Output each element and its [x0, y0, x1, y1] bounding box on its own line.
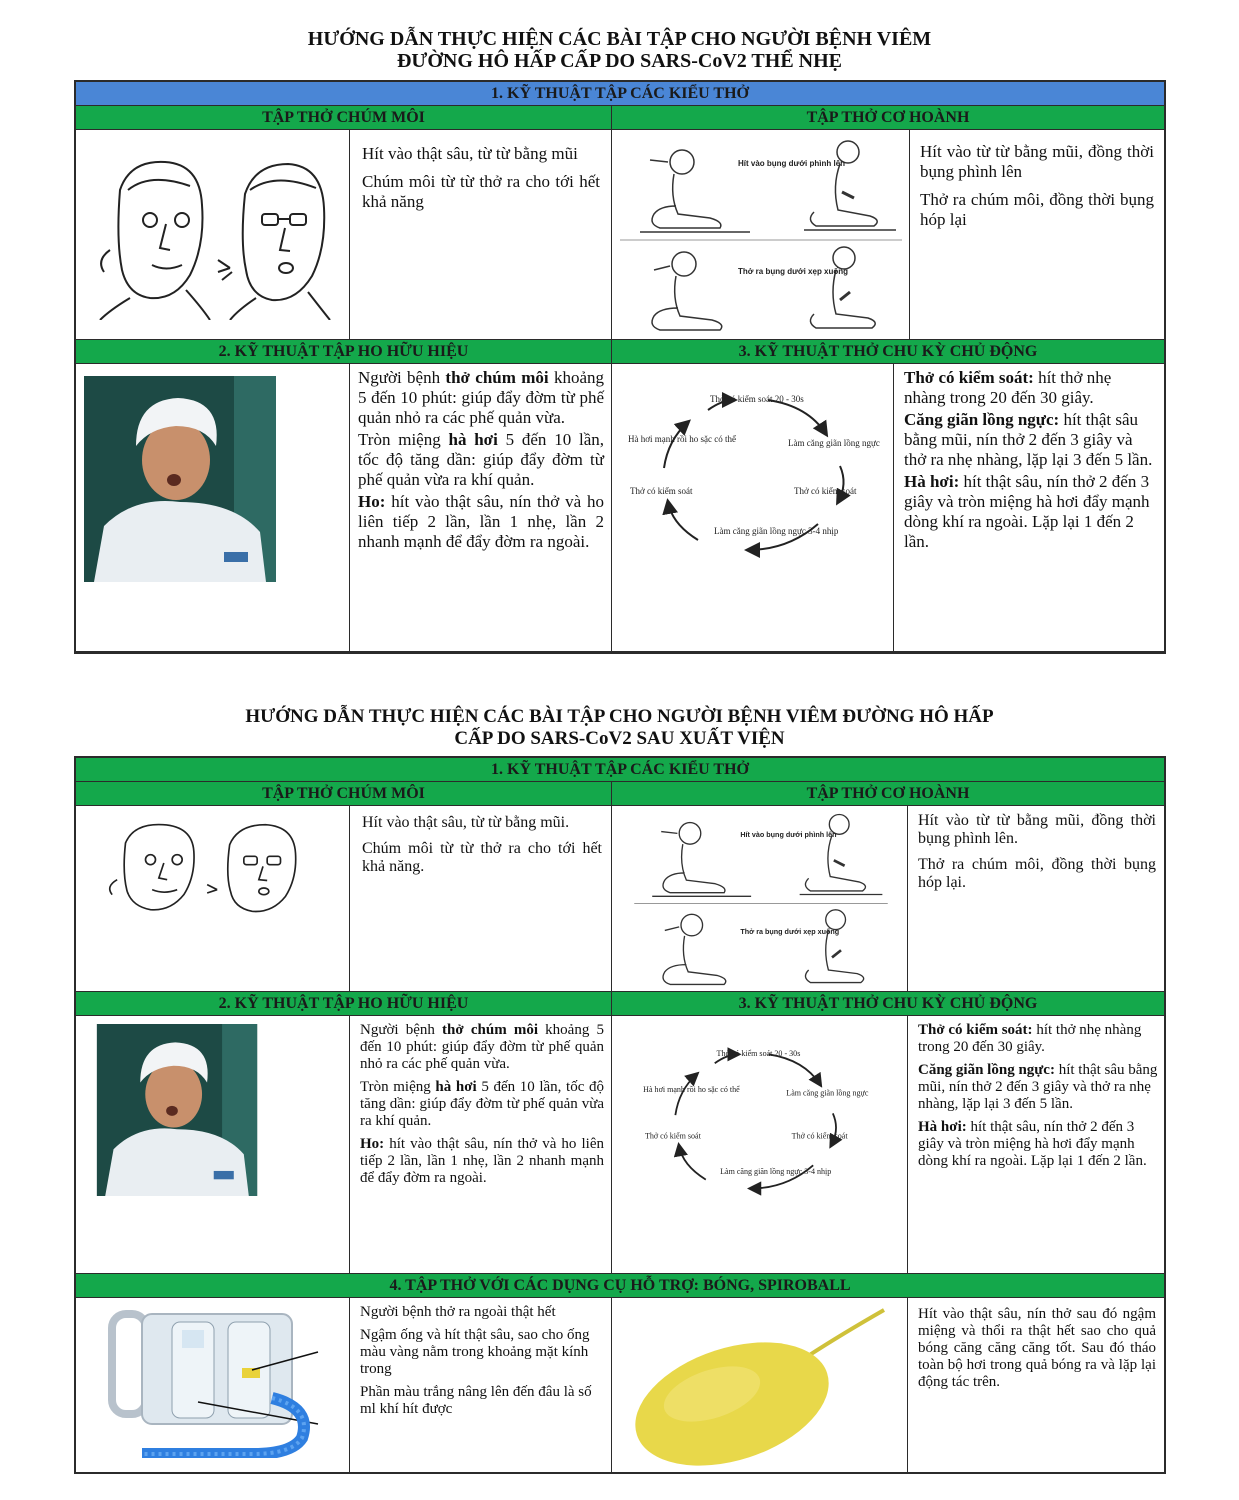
doc2-pursed-image-cell [76, 806, 350, 992]
doc2-cough-para3: Ho: hít vào thật sâu, nín thở và ho liên tiếp 2 lần, lần 1 nhẹ, lần 2 nhanh mạnh để đẩy đờm ra ngoài. [360, 1136, 604, 1186]
doc2-cough-para1: Người bệnh thở chúm môi khoảng 5 đến 10 phút: giúp đẩy đờm từ phế quản nhỏ ra các phế quản vừa. [360, 1022, 604, 1072]
doc1-section1-header: 1. KỸ THUẬT TẬP CÁC KIỂU THỞ [76, 82, 1164, 106]
nurse-cough-photo [84, 376, 276, 582]
doc1-cough-para2: Tròn miệng hà hơi 5 đến 10 lần, tốc độ tăng dần: giúp đẩy đờm từ phế quản vừa ra khí quản. [358, 430, 604, 489]
doc2-cycle-text-cell [908, 1016, 1164, 1274]
doc2-pursed-text1: Hít vào thật sâu, từ từ bằng mũi. [362, 814, 570, 831]
diaphragm-inhale-label-2: Hít vào bụng dưới phình lên [740, 829, 837, 839]
doc1-cycle-para3: Hà hơi: hít thật sâu, nín thở 2 đến 3 giây và tròn miệng hà hơi đẩy mạnh dòng khí ra ngoài. Lặp lại 1 đến 2 lần. [904, 472, 1150, 551]
doc2-spiroball-image-cell [76, 1298, 350, 1472]
diaphragm-exhale-label-2: Thở ra bụng dưới xẹp xuống [740, 927, 840, 937]
doc1-diaphragm-text1: Hít vào từ từ bằng mũi, đồng thời bụng phình lên [920, 142, 1154, 181]
active-cycle-diagram-2 [620, 1040, 890, 1210]
diaphragm-inhale-label: Hít vào bụng dưới phình lên [738, 159, 846, 168]
doc2-title-line1: HƯỚNG DẪN THỰC HIỆN CÁC BÀI TẬP CHO NGƯỜI BỆNH VIÊM ĐƯỜNG HÔ HẤP [245, 706, 994, 727]
doc2-cough-image-cell [76, 1016, 350, 1274]
doc1-cough-text-cell [350, 364, 612, 652]
pursed-lip-faces-image-2 [100, 818, 306, 918]
doc1-section2-header: 2. KỸ THUẬT TẬP HO HỮU HIỆU [76, 340, 612, 364]
doc2-spiro-para2: Ngậm ống và hít thật sâu, sao cho ống màu vàng nằm trong khoảng mặt kính trong [360, 1327, 590, 1377]
doc2-title-line2: CẤP DO SARS-CoV2 SAU XUẤT VIỆN [454, 728, 785, 749]
doc2-section3-header: 3. KỸ THUẬT THỞ CHU KỲ CHỦ ĐỘNG [612, 992, 1164, 1016]
cycle-label-bottom-2: Làm căng giãn lồng ngực 3-4 nhịp [720, 1167, 832, 1177]
doc2-cough-text-cell [350, 1016, 612, 1274]
doc1-diaphragm-text2: Thở ra chúm môi, đồng thời bụng hóp lại [920, 190, 1154, 229]
doc1-sheet [74, 80, 1166, 654]
doc2-pursed-text-cell [350, 806, 612, 992]
cycle-label-top-2: Thở có kiểm soát 20 - 30s [716, 1049, 801, 1059]
doc1-cycle-para1: Thở có kiểm soát: hít thở nhẹ nhàng trong 20 đến 30 giây. [904, 368, 1112, 407]
cycle-label-left-2: Thở có kiểm soát [644, 1131, 701, 1141]
nurse-cough-photo-2 [84, 1024, 270, 1196]
spiroball-device-image [102, 1308, 346, 1458]
doc1-diaphragm-header: TẬP THỞ CƠ HOÀNH [612, 106, 1164, 130]
cycle-label-left-top-2: Hà hơi mạnh rồi ho sặc có thể [643, 1084, 740, 1094]
doc2-section1-header: 1. KỸ THUẬT TẬP CÁC KIỂU THỞ [76, 758, 1164, 782]
cycle-label-right-2: Thở có kiểm soát [791, 1131, 848, 1141]
doc1-pursed-image-cell [76, 130, 350, 340]
cycle-label-right-top: Làm căng giãn lồng ngực [788, 438, 880, 448]
doc2-sheet [74, 756, 1166, 1474]
doc2-pursed-header: TẬP THỞ CHÚM MÔI [76, 782, 612, 806]
doc2-pursed-text2: Chúm môi từ từ thở ra cho tới hết khả năng. [362, 840, 602, 875]
doc1-section3-header: 3. KỸ THUẬT THỞ CHU KỲ CHỦ ĐỘNG [612, 340, 1164, 364]
pursed-lip-faces-image [90, 150, 336, 320]
doc2-diaphragm-text-cell [908, 806, 1164, 992]
doc2-cough-para2: Tròn miệng hà hơi 5 đến 10 lần, tốc độ tăng dần: giúp đẩy đờm từ phế quản vừa ra khí quản. [360, 1079, 605, 1129]
doc2-cycle-para1: Thở có kiểm soát: hít thở nhẹ nhàng trong 20 đến 30 giây. [918, 1022, 1142, 1055]
doc1-cycle-diagram-cell [612, 364, 894, 652]
doc2-section4-header: 4. TẬP THỞ VỚI CÁC DỤNG CỤ HỖ TRỢ: BÓNG, SPIROBALL [76, 1274, 1164, 1298]
active-cycle-diagram [618, 384, 888, 574]
cycle-label-right: Thở có kiểm soát [794, 486, 857, 496]
doc2-diaphragm-text2: Thở ra chúm môi, đồng thời bụng hóp lại. [918, 856, 1156, 891]
doc2-spiroball-text-cell [350, 1298, 612, 1472]
doc1-pursed-header: TẬP THỞ CHÚM MÔI [76, 106, 612, 130]
doc1-pursed-text-cell [350, 130, 612, 340]
doc2-ball-text-cell [908, 1298, 1164, 1472]
doc2-title [0, 706, 1239, 750]
doc1-pursed-text2: Chúm môi từ từ thở ra cho tới hết khả năng [362, 172, 600, 211]
doc2-section2-header: 2. KỸ THUẬT TẬP HO HỮU HIỆU [76, 992, 612, 1016]
doc1-cycle-para2: Căng giãn lồng ngực: hít thật sâu bằng mũi, nín thở 2 đến 3 giây và thở ra nhẹ nhàng, lặp lại 3 đến 5 lần. [904, 410, 1153, 469]
doc2-diaphragm-header: TẬP THỞ CƠ HOÀNH [612, 782, 1164, 806]
doc2-spiro-para1: Người bệnh thở ra ngoài thật hết [360, 1304, 556, 1320]
doc2-diaphragm-text1: Hít vào từ từ bằng mũi, đồng thời bụng phình lên. [918, 812, 1156, 847]
cycle-label-left-top: Hà hơi mạnh rồi ho sặc có thể [628, 434, 736, 444]
doc2-cycle-para2: Căng giãn lồng ngực: hít thật sâu bằng mũi, nín thở 2 đến 3 giây và thở ra nhẹ nhàng, lặp lại 3 đến 5 lần. [918, 1062, 1158, 1112]
doc2-ball-text: Hít vào thật sâu, nín thở sau đó ngậm miệng và thổi ra thật hết sao cho quả bóng căng căng căng tốt. Sau đó tháo toàn bộ hơi trong quả bóng ra và lặp lại động tác trên. [918, 1306, 1156, 1390]
yellow-breathing-ball-image [622, 1304, 902, 1466]
doc2-ball-image-cell [612, 1298, 908, 1472]
cycle-label-bottom: Làm căng giãn lồng ngực 3-4 nhịp [714, 526, 839, 536]
doc1-cough-image-cell [76, 364, 350, 652]
diaphragm-breathing-image [620, 136, 902, 334]
doc1-title-line1: HƯỚNG DẪN THỰC HIỆN CÁC BÀI TẬP CHO NGƯỜI BỆNH VIÊM [307, 28, 932, 50]
doc2-cycle-diagram-cell [612, 1016, 908, 1274]
doc1-pursed-text1: Hít vào thật sâu, từ từ bằng mũi [362, 144, 578, 163]
doc1-cough-para1: Người bệnh thở chúm môi khoảng 5 đến 10 phút: giúp đẩy đờm từ phế quản nhỏ ra các phế quản vừa. [358, 368, 605, 427]
doc1-cough-para3: Ho: hít vào thật sâu, nín thở và ho liên tiếp 2 lần, lần 1 nhẹ, lần 2 nhanh mạnh để đẩy đờm ra ngoài. [358, 492, 604, 551]
cycle-label-top: Thở có kiểm soát 20 - 30s [710, 394, 804, 404]
diaphragm-exhale-label: Thở ra bụng dưới xẹp xuống [738, 267, 849, 276]
cycle-label-right-top-2: Làm căng giãn lồng ngực [786, 1088, 869, 1098]
doc2-spiro-para3: Phần màu trắng nâng lên đến đâu là số ml khí hít được [360, 1384, 592, 1417]
doc1-cycle-text-cell [894, 364, 1164, 652]
doc1-title [0, 28, 1239, 72]
cycle-label-left: Thở có kiểm soát [630, 486, 693, 496]
doc1-diaphragm-image-cell [612, 130, 910, 340]
doc1-diaphragm-text-cell [910, 130, 1164, 340]
diaphragm-breathing-image-2 [620, 810, 902, 988]
doc2-diaphragm-image-cell [612, 806, 908, 992]
doc2-cycle-para3: Hà hơi: hít thật sâu, nín thở 2 đến 3 giây và tròn miệng hà hơi đẩy mạnh dòng khí ra ngoài. Lặp lại 1 đến 2 lần. [918, 1119, 1147, 1169]
doc1-title-line2: ĐƯỜNG HÔ HẤP CẤP DO SARS-CoV2 THỂ NHẸ [396, 50, 843, 72]
